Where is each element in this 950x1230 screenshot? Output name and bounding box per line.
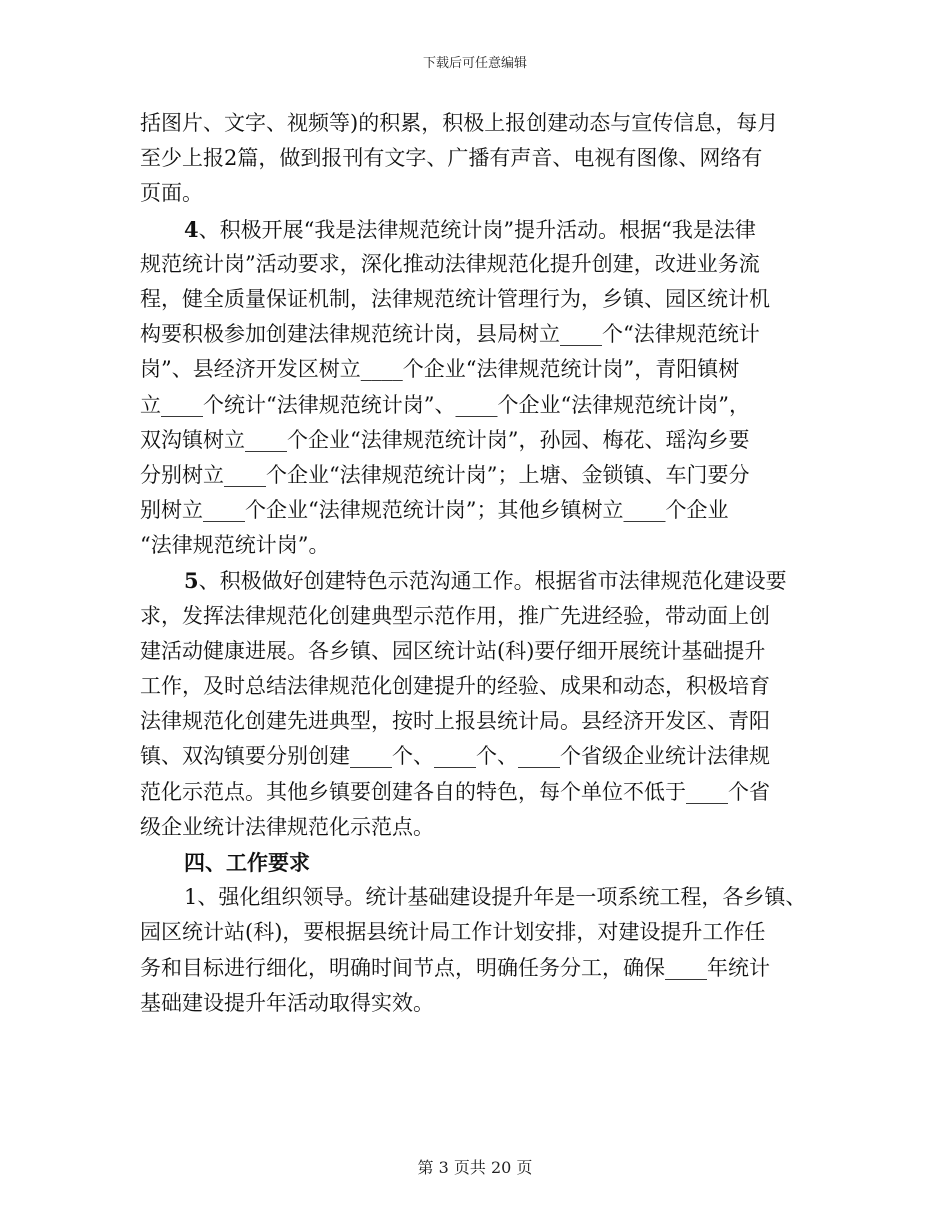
body-line: 立____个统计“法律规范统计岗”、____个企业“法律规范统计岗”，	[140, 392, 750, 417]
body-line: 求，发挥法律规范化创建典型示范作用，推广先进经验，带动面上创	[140, 603, 770, 628]
body-line: 1、强化组织领导。统计基础建设提升年是一项系统工程，各乡镇、	[184, 885, 807, 910]
body-line: 分别树立____个企业“法律规范统计岗”；上塘、金锁镇、车门要分	[140, 462, 750, 487]
body-line: 括图片、文字、视频等)的积累，积极上报创建动态与宣传信息，每月	[140, 111, 779, 135]
body-line: 程，健全质量保证机制，法律规范统计管理行为，乡镇、园区统计机	[140, 286, 770, 311]
paragraph-5-start	[140, 563, 810, 598]
item-number: 5	[184, 568, 199, 594]
body-line: 构要积极参加创建法律规范统计岗，县局树立____个“法律规范统计	[140, 322, 760, 347]
body-line: 基础建设提升年活动取得实效。	[140, 990, 434, 1015]
body-line: 务和目标进行细化，明确时间节点，明确任务分工，确保____年统计	[140, 955, 770, 980]
body-line: 法律规范化创建先进典型，按时上报县统计局。县经济开发区、青阳	[140, 709, 770, 734]
document-body	[140, 106, 810, 1021]
body-line: 别树立____个企业“法律规范统计岗”；其他乡镇树立____个企业	[140, 498, 729, 523]
body-line-rest: 、积极开展“我是法律规范统计岗”提升活动。根据“我是法律	[198, 217, 756, 242]
body-line: 双沟镇树立____个企业“法律规范统计岗”，孙园、梅花、瑶沟乡要	[140, 427, 750, 452]
body-line: 页面。	[140, 181, 203, 206]
body-line-rest: 、积极做好创建特色示范沟通工作。根据省市法律规范化建设要	[198, 569, 787, 594]
section-heading: 四、工作要求	[184, 849, 310, 875]
body-line: 建活动健康进展。各乡镇、园区统计站(科)要仔细开展统计基础提升	[140, 638, 766, 663]
page-header: 下载后可任意编辑	[422, 56, 527, 71]
body-line: 至少上报2篇，做到报刊有文字、广播有声音、电视有图像、网络有	[140, 146, 763, 171]
body-line: 镇、双沟镇要分别创建____个、____个、____个省级企业统计法律规	[140, 744, 770, 769]
item-number: 4	[184, 216, 199, 242]
body-line: 级企业统计法律规范化示范点。	[140, 814, 434, 839]
body-line: “法律规范统计岗”。	[140, 533, 330, 558]
page-footer: 第 3 页共 20 页	[417, 1158, 533, 1177]
body-line: 工作，及时总结法律规范化创建提升的经验、成果和动态，积极培育	[140, 674, 770, 698]
body-line: 规范统计岗”活动要求，深化推动法律规范化提升创建，改进业务流	[140, 251, 760, 276]
body-line: 园区统计站(科)，要根据县统计局工作计划安排，对建设提升工作任	[140, 920, 766, 945]
paragraph-4-start	[140, 212, 810, 247]
body-line: 范化示范点。其他乡镇要创建各自的特色，每个单位不低于____个省	[140, 779, 770, 804]
body-line: 岗”、县经济开发区树立____个企业“法律规范统计岗”，青阳镇树	[140, 357, 740, 382]
